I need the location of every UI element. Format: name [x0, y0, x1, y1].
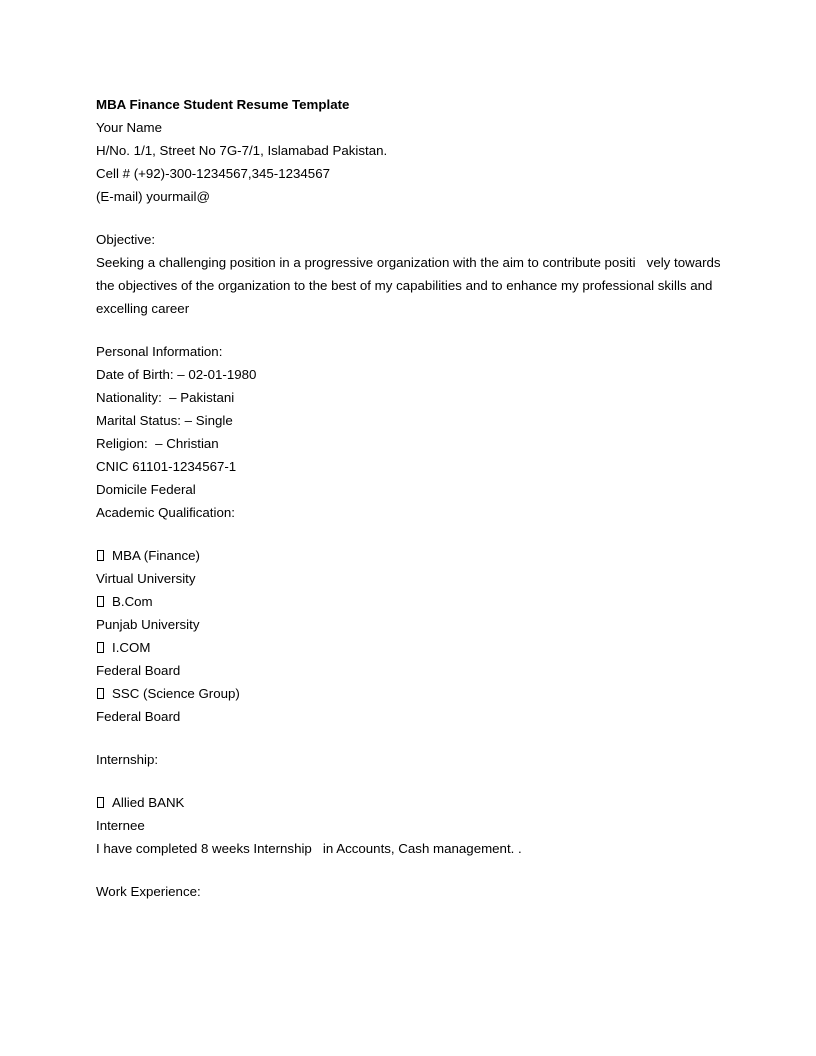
internship-heading: Internship:: [96, 752, 159, 767]
objective-line-1: Seeking a challenging position in a progressive organization with the aim to contribute positi vely towards: [96, 255, 721, 270]
email-line: (E-mail) yourmail@: [96, 189, 210, 204]
document-title: MBA Finance Student Resume Template: [96, 97, 350, 112]
academic-item: [96, 544, 736, 567]
degree-label: SSC (Science Group): [112, 686, 240, 701]
objective-line-2: the objectives of the organization to the best of my capabilities and to enhance my professional skills and: [96, 278, 713, 293]
spacer: [96, 771, 736, 791]
missing-glyph-box-icon: [97, 688, 104, 699]
internship-item: [96, 791, 736, 814]
spacer: [96, 320, 736, 340]
academic-item: [96, 590, 736, 613]
spacer: [96, 208, 736, 228]
degree-label: MBA (Finance): [112, 548, 200, 563]
resume-document: [96, 93, 736, 903]
company-label: Allied BANK: [112, 795, 185, 810]
missing-glyph-box-icon: [97, 642, 104, 653]
marital-line: Marital Status: – Single: [96, 413, 233, 428]
internship-description: I have completed 8 weeks Internship in Accounts, Cash management. .: [96, 841, 522, 856]
religion-line: Religion: – Christian: [96, 436, 219, 451]
degree-label: B.Com: [112, 594, 153, 609]
role-label: Internee: [96, 818, 145, 833]
objective-heading: Objective:: [96, 232, 156, 247]
domicile-line: Domicile Federal: [96, 482, 196, 497]
cell-line: Cell # (+92)-300-1234567,345-1234567: [96, 166, 330, 181]
academic-item: [96, 682, 736, 705]
missing-glyph-box-icon: [97, 797, 104, 808]
institute-label: Federal Board: [96, 709, 181, 724]
institute-label: Virtual University: [96, 571, 196, 586]
spacer: [96, 524, 736, 544]
institute-label: Punjab University: [96, 617, 200, 632]
academic-heading: Academic Qualification:: [96, 505, 235, 520]
name-line: Your Name: [96, 120, 163, 135]
cnic-line: CNIC 61101-1234567-1: [96, 459, 237, 474]
degree-label: I.COM: [112, 640, 151, 655]
spacer: [96, 860, 736, 880]
spacer: [96, 728, 736, 748]
address-line: H/No. 1/1, Street No 7G-7/1, Islamabad Pakistan.: [96, 143, 388, 158]
personal-heading: Personal Information:: [96, 344, 223, 359]
objective-line-3: excelling career: [96, 301, 190, 316]
academic-item: [96, 636, 736, 659]
missing-glyph-box-icon: [97, 550, 104, 561]
missing-glyph-box-icon: [97, 596, 104, 607]
work-heading: Work Experience:: [96, 884, 201, 899]
dob-line: Date of Birth: – 02-01-1980: [96, 367, 257, 382]
nationality-line: Nationality: – Pakistani: [96, 390, 235, 405]
institute-label: Federal Board: [96, 663, 181, 678]
